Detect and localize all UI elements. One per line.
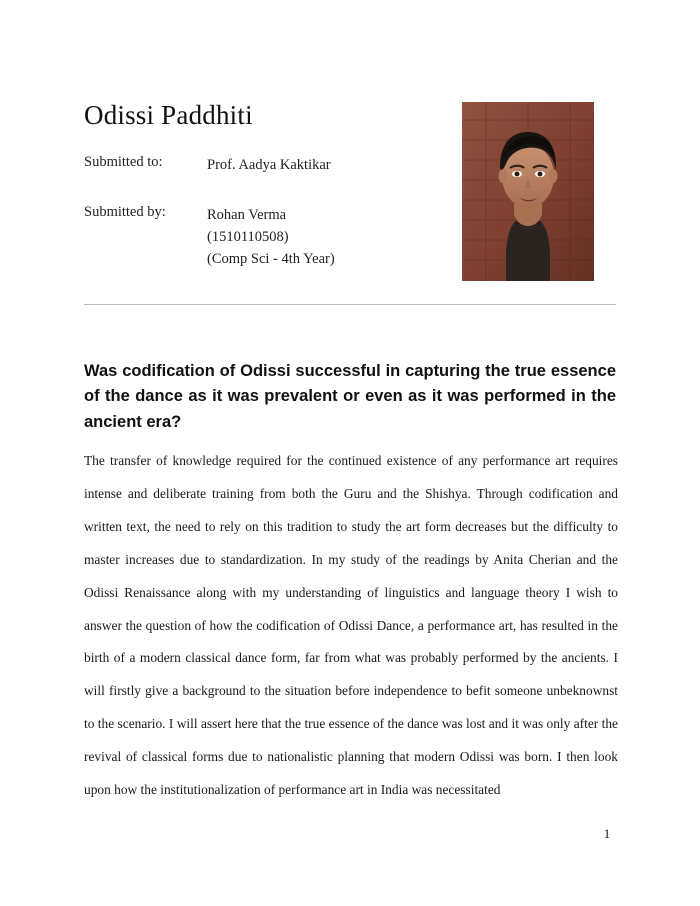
submitted-to-label: Submitted to: bbox=[84, 154, 163, 170]
submitted-to-row bbox=[84, 154, 335, 176]
page-number: 1 bbox=[603, 826, 611, 841]
question-heading: Was codification of Odissi successful in capturing the true essence of the dance as it was prevalent or even as it was performed in the ancient era? bbox=[84, 361, 616, 432]
submission-metadata bbox=[84, 154, 335, 276]
submitted-by-name: Rohan Verma bbox=[207, 207, 287, 224]
metadata-spacer bbox=[84, 182, 335, 204]
submitted-to-value: Prof. Aadya Kaktikar bbox=[207, 157, 331, 173]
submitted-by-label: Submitted by: bbox=[84, 204, 166, 221]
submitted-by-program: (Comp Sci - 4th Year) bbox=[207, 251, 335, 268]
submitted-by-id: (1510110508) bbox=[207, 229, 289, 246]
body-paragraph: The transfer of knowledge required for the continued existence of any performance art requires intense and deliberate training from both the Guru and the Shishya. Through codification and written text, the need to rely on this tradition to study the art form decreases but the difficulty to master increases due to standardization. In my study of the readings by Anita Cherian and the Odissi Renaissance along with my understanding of linguistics and language theory I wish to answer the question of how the codification of Odissi Dance, a performance art, has resulted in the birth of a modern classical dance form, far from what was probably performed by the ancients. I will firstly give a background to the situation before independence to befit someone unbeknownst to the scenario. I will assert here that the true essence of the dance was lost and it was only after the revival of classical forms due to nationalistic planning that modern Odissi was born. I then look upon how the institutionalization of performance art in India was necessitated bbox=[84, 453, 618, 797]
author-portrait-photo bbox=[462, 102, 594, 281]
submitted-by-row bbox=[84, 204, 335, 270]
horizontal-divider bbox=[84, 304, 616, 305]
page-title: Odissi Paddhiti bbox=[84, 100, 253, 131]
